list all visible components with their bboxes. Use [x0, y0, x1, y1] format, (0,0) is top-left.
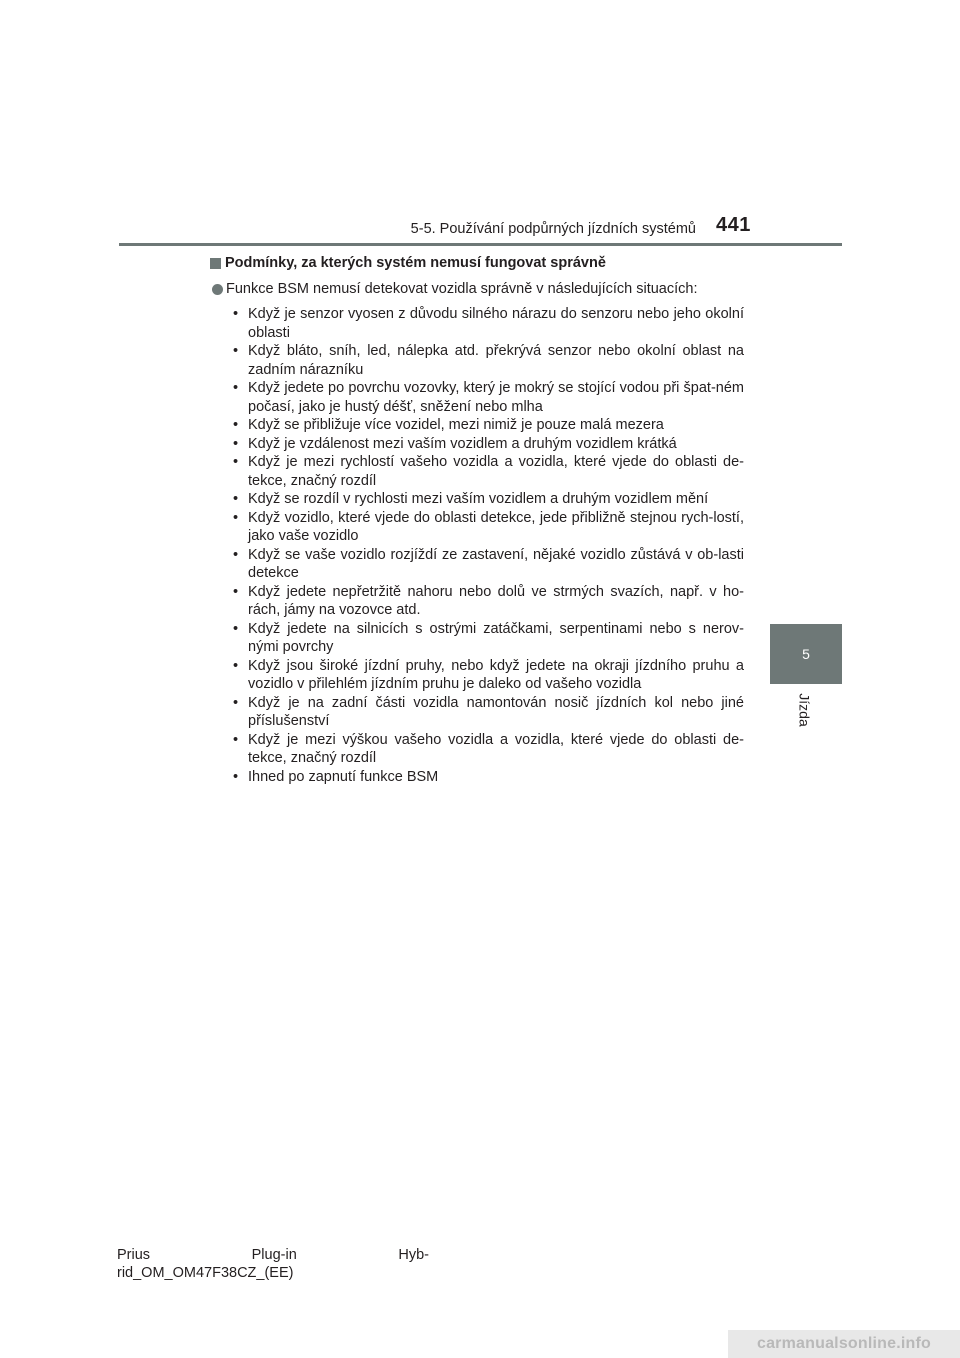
bullet-dot-icon: • — [233, 454, 239, 470]
situation-list — [224, 305, 744, 786]
bullet-dot-icon: • — [233, 620, 239, 637]
chapter-label-text: Jízda — [797, 693, 813, 727]
list-item — [224, 453, 744, 490]
footer-word-prius: Prius — [117, 1247, 151, 1263]
list-item-text: Když vozidlo, které vjede do oblasti detekce, jede přibližně stejnou rych-lostí, jako vaše vozidlo — [248, 509, 744, 544]
chapter-label — [795, 686, 815, 734]
list-item-text: Když se přibližuje více vozidel, mezi nimiž je pouze malá mezera — [248, 417, 664, 433]
list-item — [224, 435, 744, 454]
list-item — [224, 583, 744, 620]
watermark — [728, 1330, 960, 1358]
list-item-text: Když se rozdíl v rychlosti mezi vaším vozidlem a druhým vozidlem mění — [248, 491, 709, 507]
lead-paragraph — [210, 279, 744, 299]
circle-bullet-icon — [212, 284, 223, 295]
list-item — [224, 620, 744, 657]
bullet-dot-icon: • — [233, 417, 239, 433]
bullet-dot-icon: • — [233, 435, 239, 452]
list-item — [224, 305, 744, 342]
list-item-text: Když jedete po povrchu vozovky, který je mokrý se stojící vodou při špat-ném počasí, jako je hustý déšť, sněžení nebo mlha — [248, 380, 744, 415]
bullet-dot-icon: • — [233, 768, 239, 785]
footer-document-id — [117, 1246, 429, 1282]
list-item-text: Když jedete na silnicích s ostrými zatáčkami, serpentinami nebo s nerov-nými povrchy — [248, 620, 744, 655]
bullet-dot-icon: • — [233, 509, 239, 526]
list-item-text: Když je na zadní části vozidla namontován nosič jízdních kol nebo jiné příslušenství — [248, 694, 744, 729]
main-content — [210, 253, 744, 786]
square-bullet-icon — [210, 258, 221, 269]
list-item — [224, 379, 744, 416]
list-item — [224, 694, 744, 731]
list-item-text: Když je mezi výškou vašeho vozidla a vozidla, které vjede do oblasti de-tekce, značný rozdíl — [248, 731, 744, 766]
list-item-text: Když se vaše vozidlo rozjíždí ze zastavení, nějaké vozidlo zůstává v ob-lasti detekce — [248, 546, 744, 581]
section-heading-text: Podmínky, za kterých systém nemusí fungovat správně — [225, 255, 606, 271]
bullet-dot-icon: • — [233, 546, 239, 563]
list-item-text: Když je senzor vyosen z důvodu silného nárazu do senzoru nebo jeho okolní oblasti — [248, 306, 744, 341]
list-item-text: Ihned po zapnutí funkce BSM — [248, 768, 439, 785]
bullet-dot-icon: • — [233, 657, 239, 674]
section-heading — [210, 253, 744, 273]
bullet-dot-icon: • — [233, 380, 239, 396]
bullet-dot-icon: • — [233, 491, 239, 507]
footer-line-2: rid_OM_OM47F38CZ_(EE) — [117, 1265, 294, 1281]
list-item — [224, 546, 744, 583]
list-item-text: Když je vzdálenost mezi vaším vozidlem a druhým vozidlem krátká — [248, 435, 677, 452]
list-item — [224, 342, 744, 379]
footer-word-plugin: Plug-in — [251, 1247, 297, 1263]
list-item-text: Když jsou široké jízdní pruhy, nebo když jedete na okraji jízdního pruhu a vozidlo v přilehlém jízdním pruhu je daleko od vašeho vozidla — [248, 657, 744, 692]
running-header-title: 5-5. Používání podpůrných jízdních systémů — [410, 221, 696, 237]
list-item — [224, 657, 744, 694]
page-number: 441 — [716, 214, 751, 236]
chapter-tab — [770, 624, 842, 684]
bullet-dot-icon: • — [233, 731, 239, 748]
bullet-dot-icon: • — [233, 583, 239, 600]
list-item — [224, 416, 744, 435]
list-item — [224, 490, 744, 509]
chapter-tab-number: 5 — [802, 646, 810, 662]
list-item-text: Když jedete nepřetržitě nahoru nebo dolů ve strmých svazích, např. v ho-rách, jámy na vozovce atd. — [248, 583, 744, 618]
list-item — [224, 768, 744, 787]
header-divider — [119, 243, 842, 246]
list-item — [224, 509, 744, 546]
footer-word-hybrid: Hyb- — [398, 1247, 429, 1263]
list-item-text: Když bláto, sníh, led, nálepka atd. překrývá senzor nebo okolní oblast na zadním nárazníku — [248, 343, 744, 378]
watermark-text: carmanualsonline.info — [756, 1335, 931, 1352]
bullet-dot-icon: • — [233, 306, 239, 322]
list-item-text: Když je mezi rychlostí vašeho vozidla a vozidla, které vjede do oblasti de-tekce, značný rozdíl — [248, 454, 744, 489]
bullet-dot-icon: • — [233, 694, 239, 711]
list-item — [224, 731, 744, 768]
bullet-dot-icon: • — [233, 343, 239, 359]
lead-paragraph-text: Funkce BSM nemusí detekovat vozidla správně v následujících situacích: — [226, 281, 698, 297]
